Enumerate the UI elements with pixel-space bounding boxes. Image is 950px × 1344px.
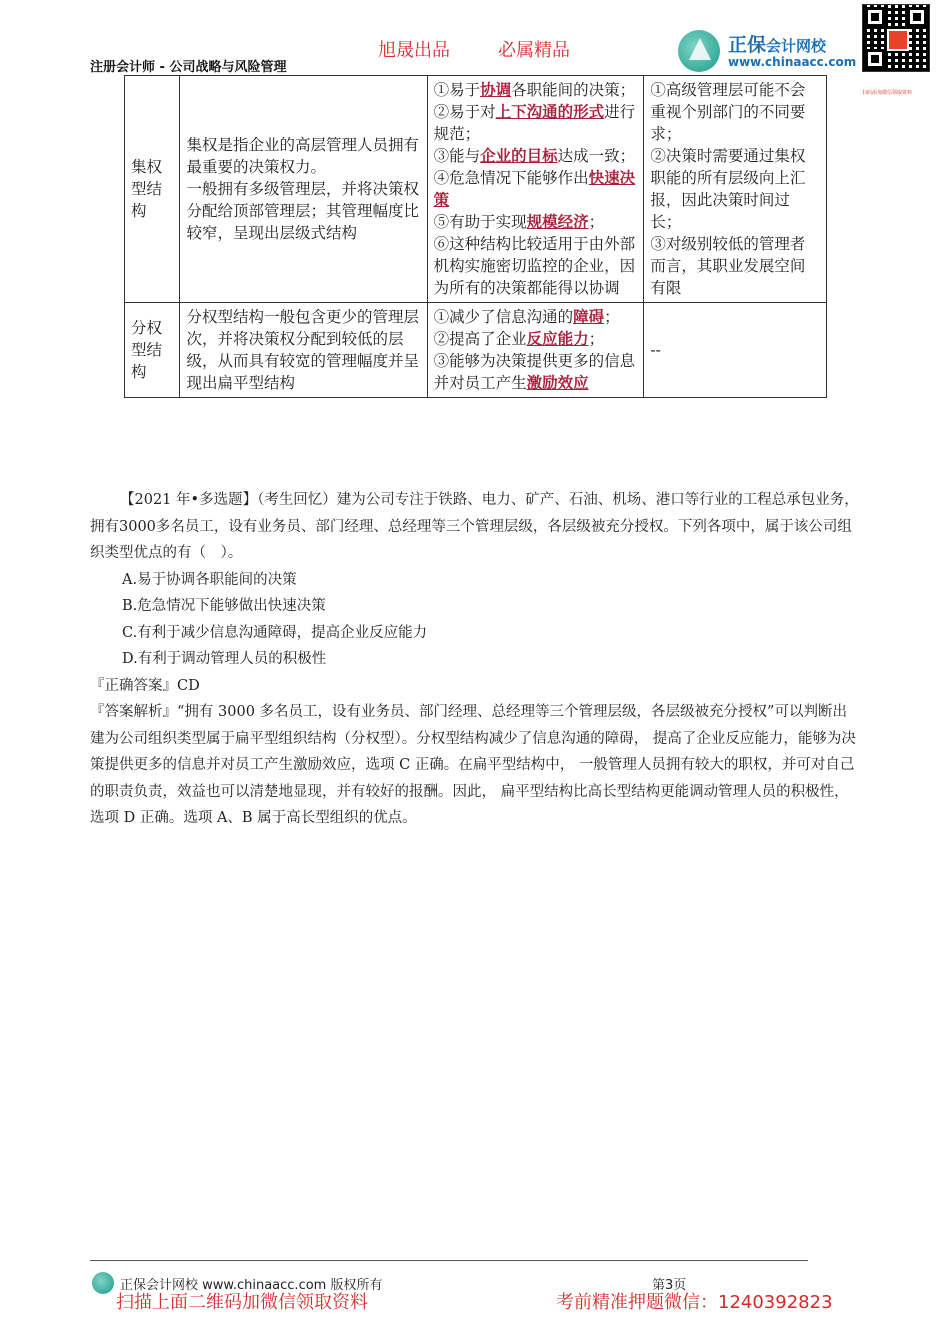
advantage-item: ③能够为决策提供更多的信息并对员工产生激励效应 [433,352,636,392]
row-disadvantages: -- [644,303,827,398]
brand-url: www.chinaacc.com [728,55,857,69]
qr-badge-icon [887,29,909,51]
advantage-item: ②提高了企业反应能力； [433,329,605,348]
correct-answer: 『正确答案』CD [90,677,200,694]
row-disadvantages: ①高级管理层可能不会重视个别部门的不同要求； ②决策时需要通过集权职能的所有层级向上汇报，因此决策时间过长； ③对级别较低的管理者而言，其职业发展空间有限 [644,76,827,303]
brand-logo[interactable] [678,28,858,76]
structure-table [124,75,827,398]
advantage-item: ③能与企业的目标达成一致； [433,146,636,165]
advantage-item: ①易于协调各职能间的决策； [433,80,636,99]
footer-promo-left[interactable]: 扫描上面二维码加微信领取资料 [116,1292,368,1313]
question-stem: 【2021 年•多选题】（考生回忆）建为公司专注于铁路、电力、矿产、石油、机场、港口等行业的工程总承包业务，拥有3000多名员工，设有业务员、部门经理、总经理等三个管理层级，各层级被充分授权。下列各项中，属于该公司组织类型优点的有（ ）。 [90,492,859,561]
advantage-item: ④危急情况下能够作出快速决策 [433,168,636,209]
row-type: 集权型结构 [125,76,180,303]
slogan-left: 旭晟出品 [378,40,450,61]
table-row [125,76,827,303]
footer-logo-icon [92,1272,114,1294]
option-c: C.有利于减少信息沟通障碍，提高企业反应能力 [122,624,428,641]
advantage-item: ⑤有助于实现规模经济； [433,212,605,231]
footer-copyright: 正保会计网校 www.chinaacc.com 版权所有 [120,1278,383,1293]
table-row [125,303,827,398]
answer-analysis: 『答案解析』“拥有 3000 多名员工，设有业务员、部门经理、总经理等三个管理层级，各层级被充分授权”可以判断出建为公司组织类型属于扁平型组织结构（分权型）。分权型结构减少了信息沟通的障碍， 提高了企业反应能力，能够为决策提供更多的信息并对员工产生激励效应，选项 C 正确。在扁平型结构中， 一般管理人员拥有较大的职权，并可对自己的职责负责，效益也可以清楚地显现，并有较好的报酬。因此， 扁平型结构比高长型结构更能调动管理人员的积极性，选项 D 正确。选项 A、B 属于高长型组织的优点。 [90,704,856,826]
row-advantages [427,76,644,303]
slogan-right: 必属精品 [498,40,570,61]
row-advantages [427,303,644,398]
subject-title: 注册会计师 - 公司战略与风险管理 [90,60,287,75]
option-d: D.有利于调动管理人员的积极性 [122,651,327,667]
question-block [90,487,860,832]
footer-promo-right[interactable]: 考前精准押题微信：1240392823 [556,1292,833,1313]
advantage-item: ⑥这种结构比较适用于由外部机构实施密切监控的企业，因为所有的决策都能得以协调 [433,235,636,297]
page-number: 第3页 [652,1278,687,1293]
advantage-item: ①减少了信息沟通的障碍； [433,307,620,326]
advantage-item: ②易于对上下沟通的形式进行规范； [433,102,636,143]
qr-code-icon[interactable] [862,4,930,72]
row-definition: 分权型结构一般包含更少的管理层次，并将决策权分配到较低的层级，从而具有较宽的管理幅度并呈现出扁平型结构 [180,303,427,398]
qr-caption: 扫码添加微信领取资料 [862,90,913,96]
option-b: B.危急情况下能够做出快速决策 [122,598,326,614]
brand-name: 正保 [728,34,767,56]
row-definition: 集权是指企业的高层管理人员拥有最重要的决策权力。 一般拥有多级管理层，并将决策权分配给顶部管理层；其管理幅度比较窄，呈现出层级式结构 [180,76,427,303]
option-a: A.易于协调各职能间的决策 [122,571,297,588]
brand-name-suffix: 会计网校 [766,37,827,55]
row-type: 分权型结构 [125,303,180,398]
brand-logo-icon [678,30,720,72]
footer-divider [90,1260,808,1261]
